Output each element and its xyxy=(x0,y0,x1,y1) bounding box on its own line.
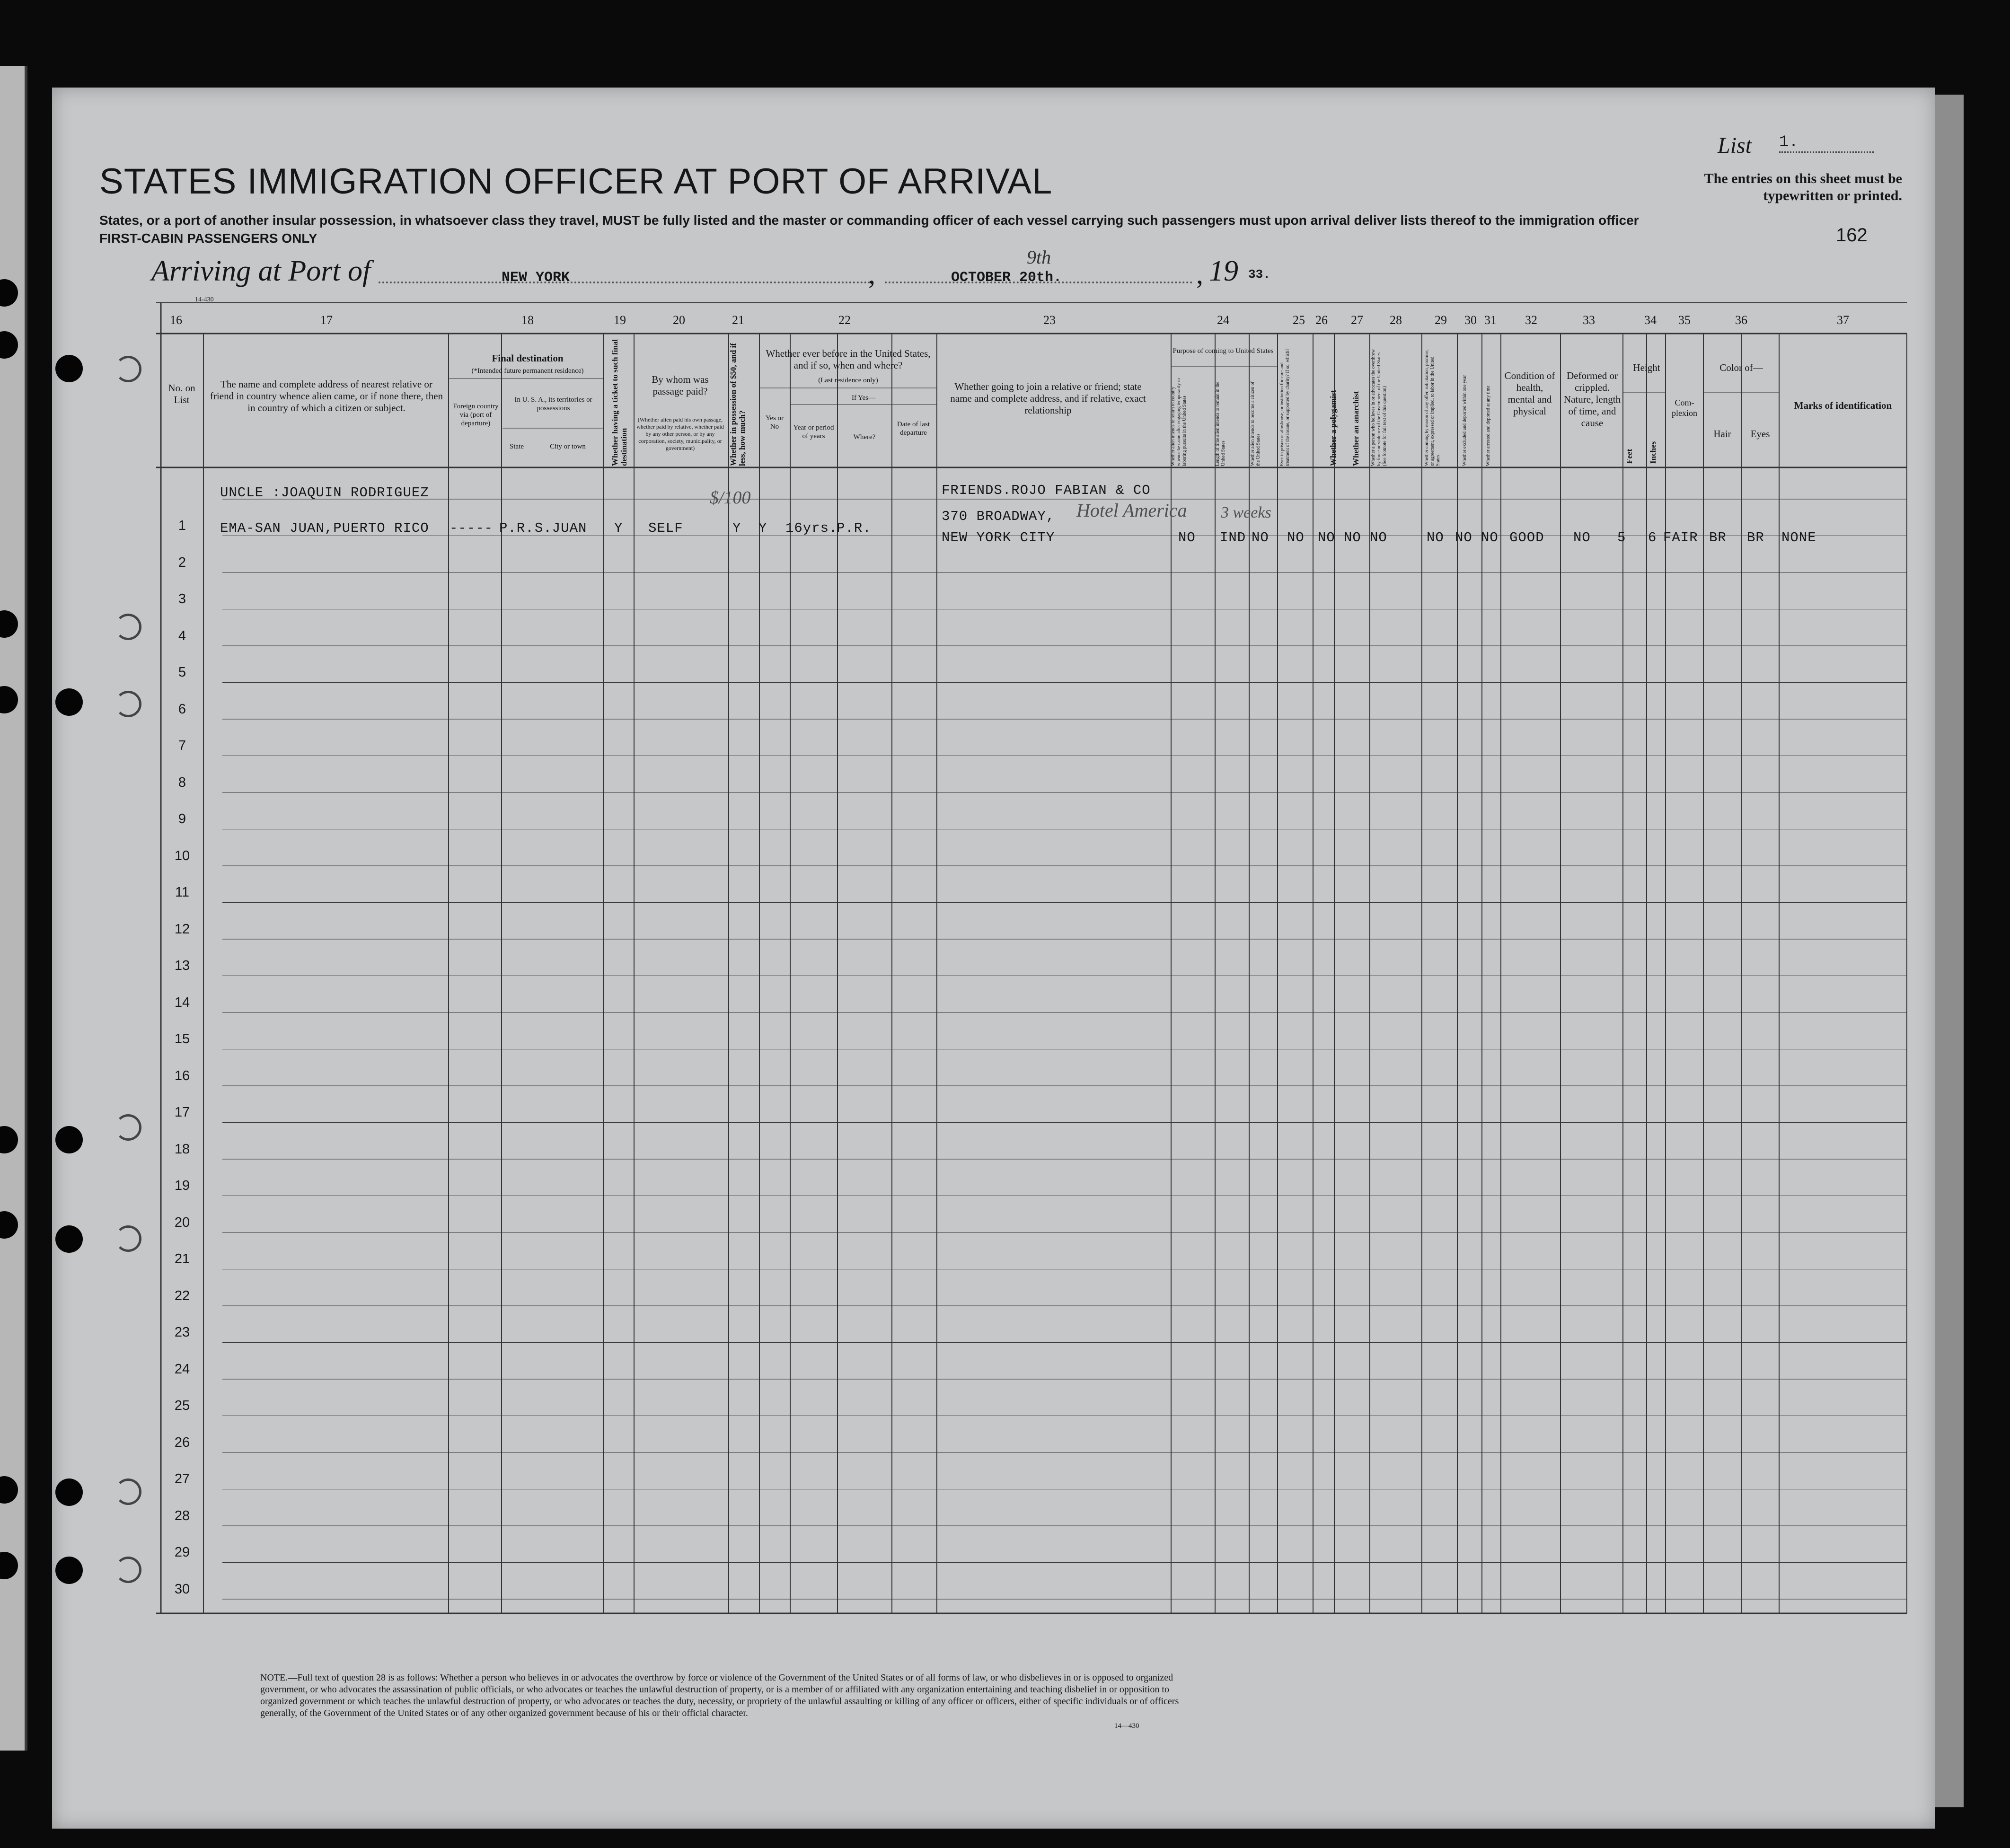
header-join-relative: Whether going to join a relative or friend; state name and complete address, and if relative, exact relationship xyxy=(950,381,1146,416)
row-number: 10 xyxy=(174,848,190,863)
punch-hole xyxy=(55,1126,83,1153)
header-labor-offer: Whether coming by reason of any offer, solicitation, promise, or agreement, expressed or implied, to labor in the United States xyxy=(1424,349,1441,466)
labor-offer: NO xyxy=(1427,530,1444,546)
row-number: 26 xyxy=(174,1434,190,1450)
anarchist: NO xyxy=(1344,530,1361,546)
row-number: 13 xyxy=(174,958,190,973)
punch-hole xyxy=(55,1557,83,1584)
header-no-on-list: No. on List xyxy=(168,382,195,405)
column-number: 28 xyxy=(1390,313,1402,327)
header-usa: In U. S. A., its territories or possessions xyxy=(514,396,592,412)
column-number: 30 xyxy=(1464,313,1477,327)
list-number: 1. xyxy=(1779,133,1874,153)
row-number: 17 xyxy=(174,1105,190,1120)
header-return-intent: Whether alien intends to return to country whence he came after engaging temporarily in laboring pursuits in the United States xyxy=(1171,378,1187,466)
year-suffix: 33. xyxy=(1248,267,1270,282)
header-year: Year or period of years xyxy=(793,424,834,440)
header-excluded: Whether excluded and deported within one year xyxy=(1462,375,1467,466)
header-ever-before: Whether ever before in the United States, and if so, when and where? xyxy=(766,348,931,371)
header-passage-note: (Whether alien paid his own passage, whether paid by relative, whether paid by any other person, or by any corporation, society, municipality, or government) xyxy=(636,416,724,451)
entries-note: The entries on this sheet must be typewritten or printed. xyxy=(1704,171,1902,203)
header-relative-address: The name and complete address of nearest relative or friend in country whence alien came, or if none there, then in country of which a citizen or subject. xyxy=(210,378,443,414)
row-number: 20 xyxy=(174,1214,190,1230)
header-complexion: Com-plexion xyxy=(1672,398,1697,418)
row-number: 7 xyxy=(178,738,186,753)
row-number: 6 xyxy=(178,701,186,717)
header-final-destination-note: (*Intended future permanent residence) xyxy=(471,367,584,375)
column-number: 36 xyxy=(1735,313,1747,327)
header-hair: Hair xyxy=(1713,428,1731,440)
header-marks: Marks of identification xyxy=(1794,400,1892,411)
row-number: 12 xyxy=(174,921,190,937)
row-number: 1 xyxy=(178,518,186,533)
header-date-departure: Date of last departure xyxy=(897,421,930,437)
port-underline xyxy=(379,282,871,283)
relative-line-2: EMA-SAN JUAN,PUERTO RICO xyxy=(220,520,429,536)
years: 16yrs. xyxy=(785,520,838,536)
prison: NO xyxy=(1287,530,1305,546)
header-ticket: Whether having a ticket to such final destination xyxy=(610,339,628,466)
row-number: 21 xyxy=(174,1251,190,1267)
header-polygamist: Whether a polygamist xyxy=(1329,390,1338,466)
ticket: Y xyxy=(614,520,623,536)
polygamist: NO xyxy=(1318,530,1335,546)
destination-state: P.R. xyxy=(499,520,534,536)
header-deformed: Deformed or crippled. Nature, length of time, and cause xyxy=(1563,370,1621,429)
row-number: 11 xyxy=(175,885,190,900)
column-number: 35 xyxy=(1678,313,1691,327)
overthrow: NO xyxy=(1370,530,1387,546)
form-subtitle: States, or a port of another insular possession, in whatsoever class they travel, MUST be fully listed and the master or commanding officer of each vessel carrying such passengers must upon arrival deliver lists thereof to the immigration officer xyxy=(99,213,1639,228)
comma: , xyxy=(868,258,875,290)
header-last-residence: (Last residence only) xyxy=(818,377,878,384)
column-number: 22 xyxy=(838,313,851,327)
column-number: 27 xyxy=(1351,313,1363,327)
year-prefix: 19 xyxy=(1209,255,1238,287)
punch-hole xyxy=(55,688,83,716)
column-number: 25 xyxy=(1293,313,1305,327)
row-number: 30 xyxy=(174,1581,190,1597)
column-number: 32 xyxy=(1525,313,1537,327)
column-number: 16 xyxy=(170,313,182,327)
list-label: List xyxy=(1718,133,1752,158)
complexion: FAIR xyxy=(1663,530,1698,546)
row-number: 25 xyxy=(174,1398,190,1413)
fifty-handwritten: $/100 xyxy=(710,488,751,508)
row-number: 24 xyxy=(174,1361,190,1377)
column-number: 29 xyxy=(1435,313,1447,327)
column-number: 24 xyxy=(1217,313,1229,327)
header-if-yes: If Yes— xyxy=(851,394,875,402)
punch-hole xyxy=(55,1225,83,1253)
header-overthrow: Whether a person who believes in or advocates the overthrow by force or violence of the Government of the United States (See footnote for full text of this question) xyxy=(1371,349,1387,466)
row-number: 23 xyxy=(174,1325,190,1340)
header-length-stay: Length of time alien intends to remain in the United States xyxy=(1215,381,1226,466)
header-citizen: Whether alien intends to become a citizen of the United States xyxy=(1250,381,1261,466)
length-handwritten: 3 weeks xyxy=(1221,504,1271,521)
passage-paid-by: SELF xyxy=(648,520,683,536)
page-number: 162 xyxy=(1836,225,1868,246)
foreign-country: ----- xyxy=(450,520,494,536)
join-handwritten: Hotel America xyxy=(1076,500,1187,521)
row-number: 16 xyxy=(174,1068,190,1083)
arriving-label: Arriving at Port of xyxy=(151,255,371,287)
header-final-destination: Final destination xyxy=(492,352,564,364)
row-number: 28 xyxy=(174,1508,190,1523)
relative-line-1: UNCLE :JOAQUIN RODRIGUEZ xyxy=(220,485,429,501)
sheet-edge xyxy=(1935,95,1964,1807)
punch-hole xyxy=(55,355,83,382)
port-value: NEW YORK xyxy=(502,270,570,286)
header-yes-or-no: Yes or No xyxy=(765,414,784,431)
punch-hole xyxy=(55,1478,83,1506)
join-line-3: NEW YORK CITY xyxy=(942,530,1055,546)
ever-before: Y xyxy=(758,520,767,536)
column-number: 31 xyxy=(1484,313,1497,327)
where: P.R. xyxy=(837,520,872,536)
column-number: 26 xyxy=(1315,313,1328,327)
header-purpose: Purpose of coming to United States xyxy=(1172,347,1274,355)
footnote: NOTE.—Full text of question 28 is as follows: Whether a person who believes in or advocates the overthrow by force or violence of the Government of the United States or of all forms of law, or who disbelieves in or is opposed to organized government, or who advocates the assassination of public officials, or who advocates or teaches the unlawful destruction of property, or is a member of or affiliated with any organization entertaining and teaching disbelief in or opposition to organized government or which teaches the unlawful destruction of property, or who advocates or teaches the duty, necessity, or propriety of the unlawful assaulting or killing of any officer or officers, either of specific individuals or of officers generally, of the Government of the United States or of any other organized government because of his or their official character. xyxy=(260,1672,1179,1718)
row-number: 8 xyxy=(178,774,186,790)
column-number: 23 xyxy=(1043,313,1056,327)
eye-color: BR xyxy=(1747,530,1764,546)
row-number: 3 xyxy=(178,591,186,607)
row-number: 18 xyxy=(174,1141,190,1157)
column-number: 37 xyxy=(1837,313,1849,327)
column-number: 34 xyxy=(1644,313,1657,327)
column-number: 17 xyxy=(320,313,333,327)
header-state: State xyxy=(510,443,524,450)
height-inches: 6 xyxy=(1648,530,1657,546)
citizen: NO xyxy=(1252,530,1269,546)
identification-marks: NONE xyxy=(1781,530,1816,546)
deformed: NO xyxy=(1573,530,1591,546)
destination-city: S.JUAN xyxy=(535,520,587,536)
page-title: STATES IMMIGRATION OFFICER AT PORT OF ARRIVAL xyxy=(99,161,1053,202)
fifty-dollars: Y xyxy=(732,520,741,536)
row-number: 2 xyxy=(178,554,186,570)
column-number: 19 xyxy=(614,313,626,327)
header-where: Where? xyxy=(853,433,876,441)
comma: , xyxy=(1196,258,1203,290)
header-city: City or town xyxy=(550,443,586,450)
header-foreign-country: Foreign country via (port of departure) xyxy=(453,403,499,427)
header-prison: Ever in prison or almshouse, or institution for care and treatment of the insane, or supported by charity? If so, which? xyxy=(1279,348,1290,466)
return-intent: NO xyxy=(1178,530,1196,546)
excluded: NO xyxy=(1455,530,1472,546)
class-line: FIRST-CABIN PASSENGERS ONLY xyxy=(99,231,317,246)
column-number: 21 xyxy=(732,313,744,327)
header-color-of: Color of— xyxy=(1719,362,1763,373)
row-number: 27 xyxy=(174,1471,190,1487)
height-feet: 5 xyxy=(1617,530,1626,546)
header-fifty-dollars: Whether in possession of $50, and if less, how much? xyxy=(729,343,747,466)
date-handwritten: 9th xyxy=(1027,246,1051,268)
row-number: 22 xyxy=(174,1288,190,1303)
hair-color: BR xyxy=(1709,530,1727,546)
header-feet: Feet xyxy=(1625,449,1634,464)
deported: NO xyxy=(1481,530,1499,546)
join-line-1: FRIENDS.ROJO FABIAN & CO xyxy=(942,483,1151,498)
row-number: 29 xyxy=(174,1545,190,1560)
length-stay: IND xyxy=(1220,530,1246,546)
header-inches: Inches xyxy=(1649,441,1657,464)
column-number: 33 xyxy=(1583,313,1595,327)
health: GOOD xyxy=(1509,530,1544,546)
date-typed: OCTOBER 20th. xyxy=(951,270,1062,286)
top-form-number: 14-430 xyxy=(195,296,214,303)
header-deported: Whether arrested and deported at any time xyxy=(1486,386,1491,466)
form-number: 14—430 xyxy=(1114,1722,1139,1730)
row-number: 19 xyxy=(174,1178,190,1193)
header-anarchist: Whether an anarchist xyxy=(1351,391,1360,466)
row-number: 5 xyxy=(178,665,186,680)
header-eyes: Eyes xyxy=(1750,428,1770,440)
column-number: 18 xyxy=(521,313,534,327)
header-height: Height xyxy=(1633,362,1660,373)
column-number: 20 xyxy=(673,313,685,327)
header-health: Condition of health, mental and physical xyxy=(1504,370,1555,417)
join-line-2: 370 BROADWAY, xyxy=(942,509,1055,524)
row-number: 4 xyxy=(178,628,186,643)
row-number: 9 xyxy=(178,811,186,827)
header-passage-paid: By whom was passage paid? xyxy=(652,374,709,397)
row-number: 14 xyxy=(174,994,190,1010)
row-number: 15 xyxy=(174,1031,190,1047)
